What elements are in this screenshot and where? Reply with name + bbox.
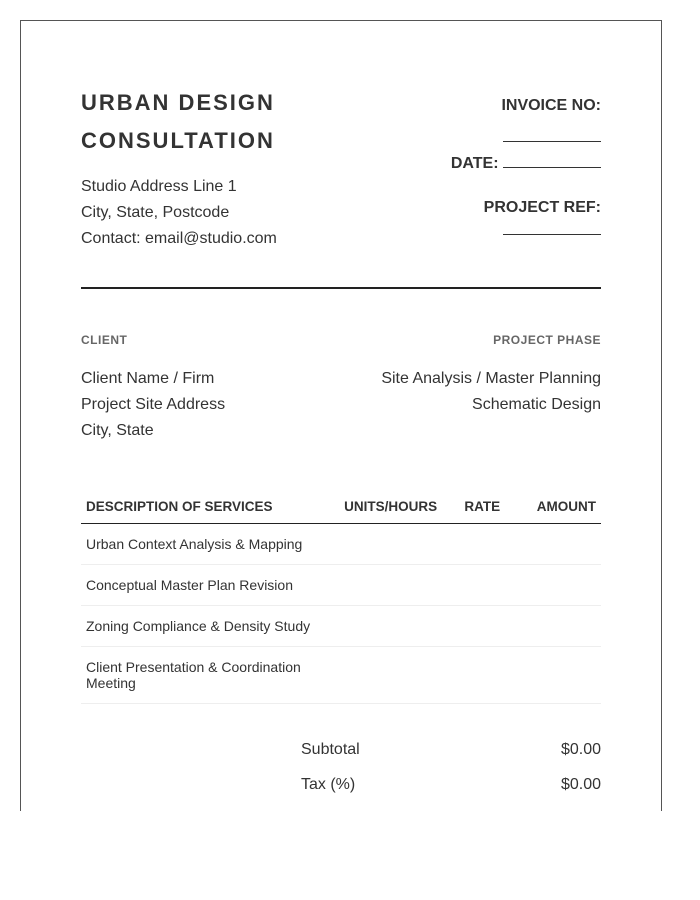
table-header-row <box>81 489 601 524</box>
table-row <box>81 524 601 565</box>
project-phase-line2: Schematic Design <box>472 396 601 413</box>
project-phase-heading: PROJECT PHASE <box>493 333 601 347</box>
service-units <box>333 647 447 704</box>
service-rate <box>448 647 517 704</box>
service-rate <box>448 565 517 606</box>
date-row <box>451 153 601 173</box>
service-description: Urban Context Analysis & Mapping <box>81 524 333 565</box>
project-ref-label: PROJECT REF: <box>483 199 601 216</box>
client-name: Client Name / Firm <box>81 370 215 387</box>
tax-row <box>301 776 601 811</box>
address-line2: City, State, Postcode <box>81 204 230 221</box>
col-header-amount: AMOUNT <box>517 489 601 524</box>
address-line1: Studio Address Line 1 <box>81 178 237 195</box>
company-name-line2: CONSULTATION <box>81 128 275 153</box>
col-header-rate: RATE <box>448 489 517 524</box>
service-amount <box>517 647 601 704</box>
service-amount <box>517 606 601 647</box>
service-rate <box>448 606 517 647</box>
subtotal-value: $0.00 <box>560 741 601 758</box>
service-units <box>333 524 447 565</box>
project-ref-field[interactable] <box>503 203 601 240</box>
service-units <box>333 565 447 606</box>
totals-section <box>301 741 601 811</box>
service-description: Conceptual Master Plan Revision <box>81 565 333 606</box>
client-city-state: City, State <box>81 422 154 439</box>
client-site-address: Project Site Address <box>81 396 226 413</box>
table-row <box>81 606 601 647</box>
company-name-line1: URBAN DESIGN <box>81 90 275 115</box>
project-phase-line1: Site Analysis / Master Planning <box>381 370 601 387</box>
col-header-description: DESCRIPTION OF SERVICES <box>81 489 333 524</box>
project-phase-info <box>381 366 601 418</box>
client-heading: CLIENT <box>81 333 128 347</box>
service-units <box>333 606 447 647</box>
service-description: Zoning Compliance & Density Study <box>81 606 333 647</box>
table-row <box>81 647 601 704</box>
client-info <box>81 366 225 444</box>
service-rate <box>448 524 517 565</box>
contact-line: Contact: email@studio.com <box>81 230 277 247</box>
date-field[interactable] <box>503 153 601 168</box>
service-amount <box>517 565 601 606</box>
date-label: DATE: <box>450 155 499 172</box>
service-description: Client Presentation & Coordination Meeting <box>81 647 333 704</box>
services-table <box>81 489 601 704</box>
company-address <box>81 174 341 252</box>
invoice-page <box>20 20 662 811</box>
col-header-units: UNITS/HOURS <box>333 489 447 524</box>
company-name <box>81 84 341 160</box>
invoice-no-label: INVOICE NO: <box>501 97 601 114</box>
service-amount <box>517 524 601 565</box>
tax-label: Tax (%) <box>301 776 356 793</box>
invoice-no-field[interactable] <box>503 127 601 147</box>
tax-value: $0.00 <box>560 776 601 793</box>
subtotal-label: Subtotal <box>301 741 360 758</box>
table-row <box>81 565 601 606</box>
subtotal-row <box>301 741 601 776</box>
header-divider <box>81 287 601 289</box>
